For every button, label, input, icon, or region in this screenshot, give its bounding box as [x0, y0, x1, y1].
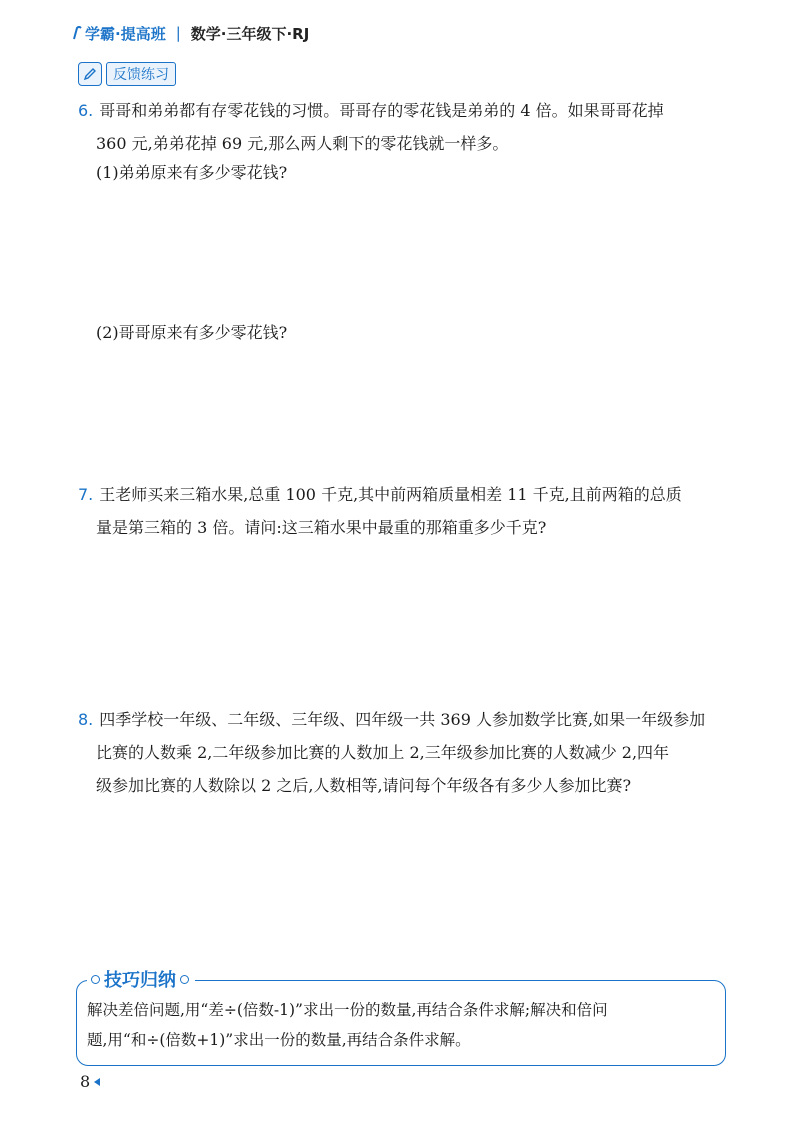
subject-label: 数学·三年级下·RJ	[190, 24, 310, 43]
question-text-line: 比赛的人数乘 2,二年级参加比赛的人数加上 2,三年级参加比赛的人数减少 2,四年	[96, 743, 670, 762]
tips-line: 题,用“和÷(倍数+1)”求出一份的数量,再结合条件求解。	[87, 1031, 471, 1049]
question-number: 6.	[78, 101, 94, 120]
question-6	[78, 94, 728, 160]
tips-title-label: 技巧归纳	[104, 970, 176, 991]
question-text-line: 四季学校一年级、二年级、三年级、四年级一共 369 人参加数学比赛,如果一年级参加	[99, 710, 706, 729]
tips-box	[76, 970, 726, 1066]
question-6-part-2: (2)哥哥原来有多少零花钱?	[96, 323, 288, 342]
header-separator: |	[175, 24, 181, 42]
question-text-line: 级参加比赛的人数除以 2 之后,人数相等,请问每个年级各有多少人参加比赛?	[96, 776, 632, 795]
brand	[72, 23, 166, 44]
question-number: 7.	[78, 485, 94, 504]
page-number	[80, 1072, 100, 1091]
question-8	[78, 703, 728, 802]
question-text-line: 360 元,弟弟花掉 69 元,那么两人剩下的零花钱就一样多。	[96, 134, 509, 153]
question-text-line: 王老师买来三箱水果,总重 100 千克,其中前两箱质量相差 11 千克,且前两箱的总质	[99, 485, 682, 504]
tips-body	[87, 995, 717, 1055]
tips-dot-icon	[91, 975, 100, 984]
tips-title	[87, 966, 195, 992]
tips-line: 解决差倍问题,用“差÷(倍数-1)”求出一份的数量,再结合条件求解;解决和倍问	[87, 1001, 608, 1019]
page-header	[72, 18, 309, 48]
page-number-label: 8	[80, 1072, 91, 1091]
pencil-icon	[78, 62, 102, 86]
question-number: 8.	[78, 710, 94, 729]
question-7	[78, 478, 728, 544]
question-6-part-1: (1)弟弟原来有多少零花钱?	[96, 163, 288, 182]
triangle-left-icon	[94, 1078, 100, 1086]
brand-label: 学霸·提高班	[85, 24, 166, 43]
question-text-line: 哥哥和弟弟都有存零花钱的习惯。哥哥存的零花钱是弟弟的 4 倍。如果哥哥花掉	[99, 101, 664, 120]
section-tag-label: 反馈练习	[106, 62, 176, 86]
tips-dot-icon	[180, 975, 189, 984]
question-text-line: 量是第三箱的 3 倍。请问:这三箱水果中最重的那箱重多少千克?	[96, 518, 547, 537]
brand-logo-icon	[72, 26, 82, 40]
section-tag	[78, 62, 176, 86]
